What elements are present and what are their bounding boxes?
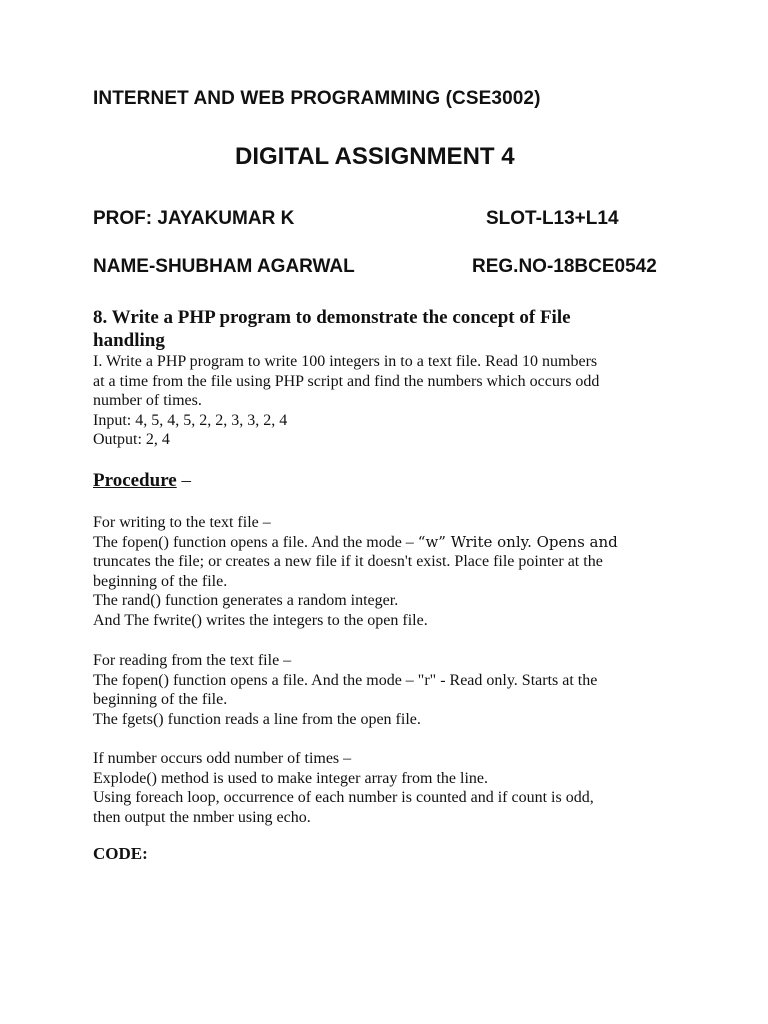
reading-line: beginning of the file. [93,691,228,708]
registration-number: REG.NO-18BCE0542 [472,256,657,277]
writing-procedure [93,513,683,630]
question-heading-line-1: 8. Write a PHP program to demonstrate the concept of File [93,307,571,328]
question-heading [93,306,653,352]
procedure-dash: – [176,470,191,491]
reading-line: The fopen() function opens a file. And the mode – "r" - Read only. Starts at the [93,671,598,689]
odd-count-procedure [93,749,683,827]
reading-procedure [93,651,683,729]
code-heading: CODE: [93,844,148,863]
procedure-title: Procedure [93,470,177,491]
professor-name: PROF: JAYAKUMAR K [93,208,295,229]
writing-line: And The fwrite() writes the integers to the open file. [93,611,428,629]
reading-intro: For reading from the text file – [93,652,292,669]
writing-line: truncates the file; or creates a new file if it doesn't exist. Place file pointer at the [93,553,603,570]
odd-line: Explode() method is used to make integer array from the line. [93,769,488,787]
course-title: INTERNET AND WEB PROGRAMMING (CSE3002) [93,88,541,109]
write-mode-text: “w” Write only. Opens and [417,532,618,551]
question-body-line: at a time from the file using PHP script and find the numbers which occurs odd [93,372,600,390]
student-name: NAME-SHUBHAM AGARWAL [93,256,355,277]
writing-line: The rand() function generates a random integer. [93,592,399,609]
procedure-heading [93,470,191,492]
question-body-line: I. Write a PHP program to write 100 integers in to a text file. Read 10 numbers [93,353,598,370]
odd-line: Using foreach loop, occurrence of each number is counted and if count is odd, [93,789,594,806]
odd-line: then output the nmber using echo. [93,808,311,826]
odd-intro: If number occurs odd number of times – [93,750,352,767]
reading-line: The fgets() function reads a line from the open file. [93,710,421,728]
question-body-line: number of times. [93,392,202,409]
question-input-line: Input: 4, 5, 4, 5, 2, 2, 3, 3, 2, 4 [93,411,288,429]
question-output-line: Output: 2, 4 [93,431,170,448]
writing-line: The fopen() function opens a file. And the mode – “w” Write only. Opens and [93,532,618,551]
writing-intro: For writing to the text file – [93,514,271,531]
assignment-title: DIGITAL ASSIGNMENT 4 [235,143,515,170]
question-heading-line-2: handling [93,330,165,351]
slot-label: SLOT-L13+L14 [486,208,619,229]
question-body [93,352,683,450]
writing-line: beginning of the file. [93,572,228,590]
